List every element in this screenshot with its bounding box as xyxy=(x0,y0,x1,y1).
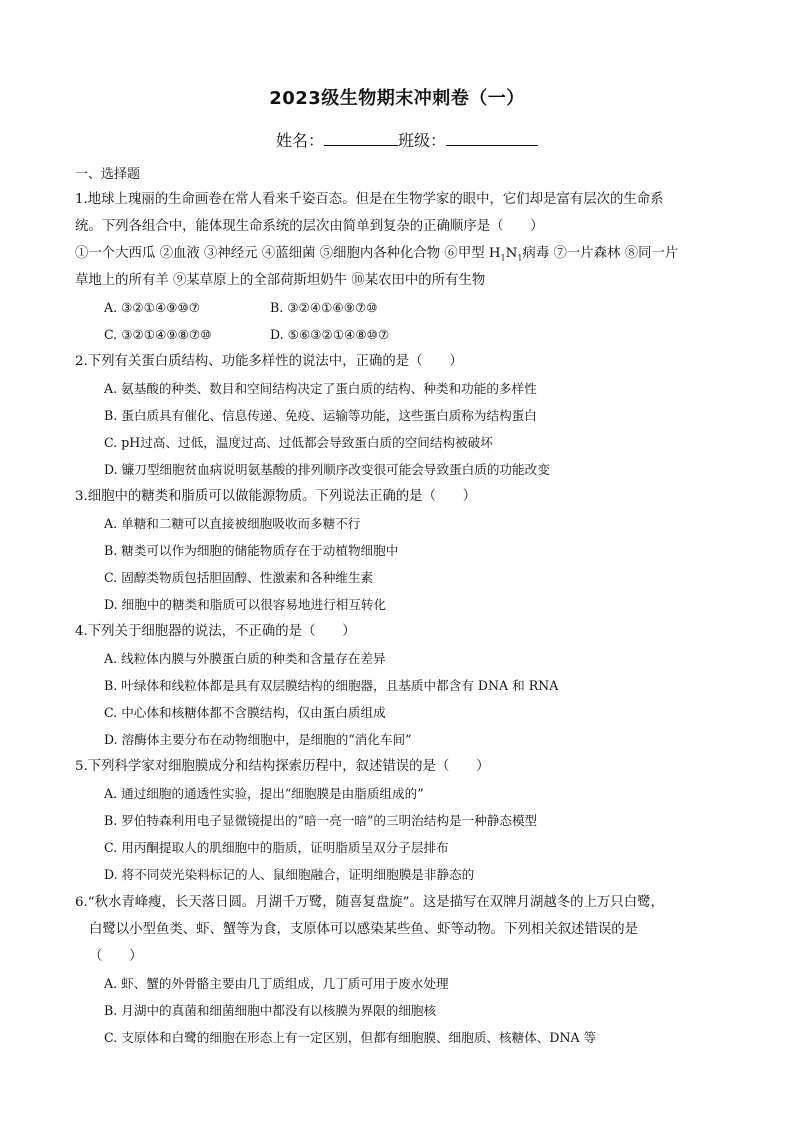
q3-option-a: A. 单糖和二糖可以直接被细胞吸收而多糖不行 xyxy=(104,516,361,531)
name-blank xyxy=(324,131,398,146)
q6-stem-line1: 6.“秋水青峰瘦，长天落日圆。月湖千万鹭，随喜复盘旋”。这是描写在双牌月湖越冬的上万只白鹭， xyxy=(75,895,664,910)
q2-option-b: B. 蛋白质具有催化、信息传递、免疫、运输等功能，这些蛋白质称为结构蛋白 xyxy=(104,408,537,423)
q3-option-d: D. 细胞中的糖类和脂质可以很容易地进行相互转化 xyxy=(104,597,387,612)
q2-option-c: C. pH过高、过低，温度过高、过低都会导致蛋白质的空间结构被破坏 xyxy=(104,435,493,450)
q4-option-d: D. 溶酶体主要分布在动物细胞中，是细胞的“消化车间” xyxy=(104,732,412,747)
q5-option-b: B. 罗伯特森利用电子显微镜提出的“暗一亮一暗”的三明治结构是一种静态模型 xyxy=(104,813,538,828)
q1-stem-line2: 统。下列各组合中，能体现生命系统的层次由简单到复杂的正确顺序是（ ） xyxy=(75,219,544,234)
q5-option-a: A. 通过细胞的通透性实验，提出“细胞膜是由脂质组成的” xyxy=(104,786,424,801)
q4-option-b: B. 叶绿体和线粒体都是具有双层膜结构的细胞器，且基质中都含有 DNA 和 RNA xyxy=(104,678,559,693)
q6-stem-line3: （ ） xyxy=(89,949,143,964)
q6-option-a: A. 虾、蟹的外骨骼主要由几丁质组成，几丁质可用于废水处理 xyxy=(104,976,449,991)
q5-option-d: D. 将不同荧光染料标记的人、鼠细胞融合，证明细胞膜是非静态的 xyxy=(104,867,475,882)
section-heading: 一、选择题 xyxy=(75,167,141,182)
q3-option-c: C. 固醇类物质包括胆固醇、性激素和各种维生素 xyxy=(104,570,374,585)
q1-option-b: B. ③②④①⑥⑨⑦⑩ xyxy=(270,300,378,315)
q1-option-c: C. ③②①④⑨⑧⑦⑩ xyxy=(104,327,212,342)
name-label: 姓名： xyxy=(276,131,325,150)
q4-stem: 4.下列关于细胞器的说法，不正确的是（ ） xyxy=(75,624,356,639)
q6-stem-line2: 白鹭以小型鱼类、虾、蟹等为食，支原体可以感染某些鱼、虾等动物。下列相关叙述错误的是 xyxy=(89,922,639,937)
class-blank xyxy=(446,131,538,146)
q3-stem: 3.细胞中的糖类和脂质可以做能源物质。下列说法正确的是（ ） xyxy=(75,489,477,504)
q1-option-d: D. ⑤⑥③②①④⑧⑩⑦ xyxy=(270,327,390,342)
q2-stem: 2.下列有关蛋白质结构、功能多样性的说法中，正确的是（ ） xyxy=(75,354,463,369)
q1-stem-line1: 1.地球上瑰丽的生命画卷在常人看来千姿百态。但是在生物学家的眼中，它们却是富有层次的生命系 xyxy=(75,192,664,207)
page-title: 2023级生物期末冲刺卷（一） xyxy=(269,88,525,109)
q1-items-part-a: ①一个大西瓜 ②血液 ③神经元 ④蓝细菌 ⑤细胞内各种化合物 ⑥甲型 H xyxy=(75,246,501,261)
q3-option-b: B. 糖类可以作为细胞的储能物质存在于动植物细胞中 xyxy=(104,543,399,558)
q1-option-a: A. ③②①④⑨⑩⑦ xyxy=(104,300,201,315)
q2-option-a: A. 氨基酸的种类、数目和空间结构决定了蛋白质的结构、种类和功能的多样性 xyxy=(104,381,537,396)
q1-sub-h: 1 xyxy=(500,253,506,263)
q2-option-d: D. 镰刀型细胞贫血病说明氨基酸的排列顺序改变很可能会导致蛋白质的功能改变 xyxy=(104,462,550,477)
q1-items-line2: 草地上的所有羊 ⑨某草原上的全部荷斯坦奶牛 ⑩某农田中的所有生物 xyxy=(75,273,486,288)
q4-option-a: A. 线粒体内膜与外膜蛋白质的种类和含量存在差异 xyxy=(104,651,386,666)
q5-stem: 5.下列科学家对细胞膜成分和结构探索历程中，叙述错误的是（ ） xyxy=(75,759,490,774)
class-label: 班级： xyxy=(398,131,447,150)
q1-items-part-b: N xyxy=(505,246,518,261)
q6-option-b: B. 月湖中的真菌和细菌细胞中都没有以核膜为界限的细胞核 xyxy=(104,1003,437,1018)
q5-option-c: C. 用丙酮提取人的肌细胞中的脂质，证明脂质呈双分子层排布 xyxy=(104,840,449,855)
student-info-line xyxy=(276,128,538,151)
q1-items-part-c: 病毒 ⑦一片森林 ⑧同一片 xyxy=(522,246,679,261)
q1-sub-n: 1 xyxy=(517,253,523,263)
q4-option-c: C. 中心体和核糖体都不含膜结构，仅由蛋白质组成 xyxy=(104,705,386,720)
q6-option-c: C. 支原体和白鹭的细胞在形态上有一定区别，但都有细胞膜、细胞质、核糖体、DNA 等 xyxy=(104,1030,597,1045)
q1-items-line1 xyxy=(75,244,678,269)
